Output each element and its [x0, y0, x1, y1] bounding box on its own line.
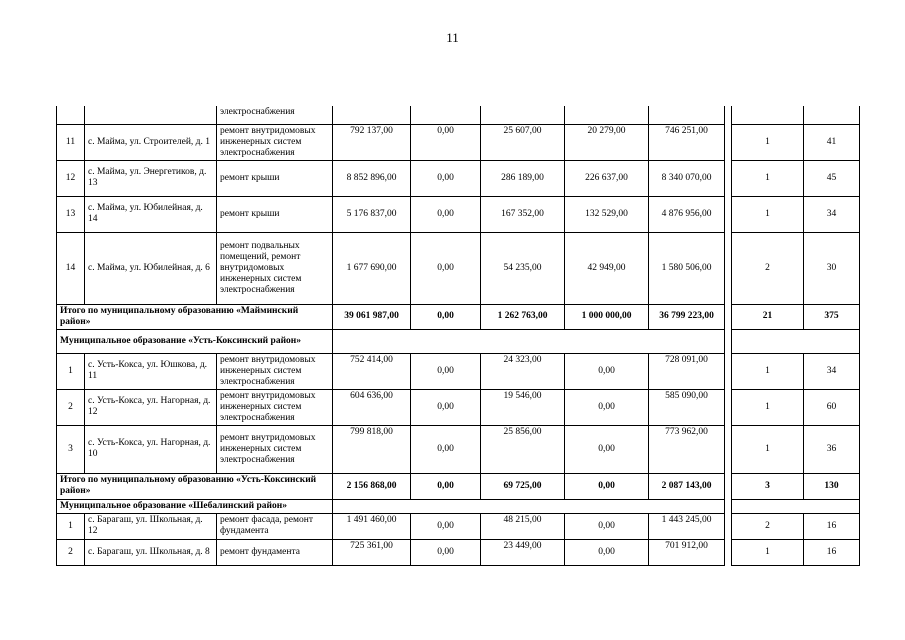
- row-floors: 1: [732, 124, 804, 160]
- total-row: [57, 473, 860, 499]
- row-flats: 34: [804, 353, 860, 389]
- table-row: [57, 389, 860, 425]
- row-owners: 585 090,00: [649, 389, 725, 425]
- row-address: с. Усть-Кокса, ул. Юшкова, д. 11: [85, 353, 217, 389]
- row-work: ремонт внутридомовых инженерных систем электроснабжения: [217, 353, 333, 389]
- table-row: [57, 196, 860, 232]
- table-row: [57, 124, 860, 160]
- row-address: с. Майма, ул. Юбилейная, д. 6: [85, 232, 217, 304]
- row-total: 725 361,00: [333, 539, 411, 565]
- row-fund: 0,00: [411, 232, 481, 304]
- row-fund: 0,00: [411, 353, 481, 389]
- total-local: 1 000 000,00: [565, 304, 649, 329]
- section-title: Муниципальное образование «Шебалинский район»: [57, 499, 333, 513]
- row-total: 604 636,00: [333, 389, 411, 425]
- section-title: Муниципальное образование «Усть-Коксинский район»: [57, 329, 333, 353]
- total-local: 0,00: [565, 473, 649, 499]
- row-fund: 0,00: [411, 513, 481, 539]
- row-local: 226 637,00: [565, 160, 649, 196]
- page-number: 11: [446, 30, 459, 45]
- row-region: 167 352,00: [481, 196, 565, 232]
- row-work: ремонт подвальных помещений, ремонт внутридомовых инженерных систем электроснабжения: [217, 232, 333, 304]
- row-address: с. Усть-Кокса, ул. Нагорная, д. 10: [85, 425, 217, 473]
- table-row: [57, 513, 860, 539]
- row-region: 24 323,00: [481, 353, 565, 389]
- row-owners: 701 912,00: [649, 539, 725, 565]
- continuation-row: [57, 106, 860, 124]
- row-region: 25 856,00: [481, 425, 565, 473]
- total-owners: 2 087 143,00: [649, 473, 725, 499]
- total-label: Итого по муниципальному образованию «Майминский район»: [57, 304, 333, 329]
- section-row: [57, 499, 860, 513]
- row-flats: 30: [804, 232, 860, 304]
- row-flats: 41: [804, 124, 860, 160]
- table-row: [57, 539, 860, 565]
- row-address: с. Майма, ул. Энергетиков, д. 13: [85, 160, 217, 196]
- row-region: 25 607,00: [481, 124, 565, 160]
- table-row: [57, 232, 860, 304]
- total-sum: 39 061 987,00: [333, 304, 411, 329]
- row-owners: 773 962,00: [649, 425, 725, 473]
- section-row: [57, 329, 860, 353]
- total-region: 69 725,00: [481, 473, 565, 499]
- row-owners: 728 091,00: [649, 353, 725, 389]
- row-work: ремонт внутридомовых инженерных систем электроснабжения: [217, 425, 333, 473]
- row-local: 132 529,00: [565, 196, 649, 232]
- row-local: 0,00: [565, 513, 649, 539]
- row-floors: 1: [732, 425, 804, 473]
- row-owners: 1 580 506,00: [649, 232, 725, 304]
- table-row: [57, 353, 860, 389]
- row-owners: 1 443 245,00: [649, 513, 725, 539]
- row-local: 42 949,00: [565, 232, 649, 304]
- row-fund: 0,00: [411, 160, 481, 196]
- total-fund: 0,00: [411, 304, 481, 329]
- row-fund: 0,00: [411, 539, 481, 565]
- row-total: 8 852 896,00: [333, 160, 411, 196]
- row-work: ремонт фасада, ремонт фундамента: [217, 513, 333, 539]
- row-floors: 1: [732, 353, 804, 389]
- row-address: с. Барагаш, ул. Школьная, д. 8: [85, 539, 217, 565]
- row-local: 20 279,00: [565, 124, 649, 160]
- row-fund: 0,00: [411, 124, 481, 160]
- row-flats: 16: [804, 513, 860, 539]
- row-total: 799 818,00: [333, 425, 411, 473]
- row-total: 1 677 690,00: [333, 232, 411, 304]
- row-region: 286 189,00: [481, 160, 565, 196]
- row-work: ремонт крыши: [217, 196, 333, 232]
- row-total: 1 491 460,00: [333, 513, 411, 539]
- row-flats: 60: [804, 389, 860, 425]
- total-row: [57, 304, 860, 329]
- total-region: 1 262 763,00: [481, 304, 565, 329]
- row-number: 2: [57, 539, 85, 565]
- row-address: с. Майма, ул. Юбилейная, д. 14: [85, 196, 217, 232]
- row-local: 0,00: [565, 389, 649, 425]
- row-flats: 45: [804, 160, 860, 196]
- row-number: 3: [57, 425, 85, 473]
- row-local: 0,00: [565, 425, 649, 473]
- row-number: 2: [57, 389, 85, 425]
- total-floors: 21: [732, 304, 804, 329]
- row-fund: 0,00: [411, 389, 481, 425]
- row-number: 13: [57, 196, 85, 232]
- table-row: [57, 425, 860, 473]
- row-address: с. Барагаш, ул. Школьная, д. 12: [85, 513, 217, 539]
- total-label: Итого по муниципальному образованию «Усть-Коксинский район»: [57, 473, 333, 499]
- row-flats: 36: [804, 425, 860, 473]
- row-floors: 1: [732, 160, 804, 196]
- row-work: ремонт крыши: [217, 160, 333, 196]
- row-region: 23 449,00: [481, 539, 565, 565]
- row-floors: 1: [732, 389, 804, 425]
- row-floors: 1: [732, 539, 804, 565]
- row-local: 0,00: [565, 539, 649, 565]
- row-local: 0,00: [565, 353, 649, 389]
- row-address: с. Усть-Кокса, ул. Нагорная, д. 12: [85, 389, 217, 425]
- row-number: 1: [57, 353, 85, 389]
- row-total: 5 176 837,00: [333, 196, 411, 232]
- row-owners: 746 251,00: [649, 124, 725, 160]
- row-work: ремонт внутридомовых инженерных систем электроснабжения: [217, 389, 333, 425]
- total-sum: 2 156 868,00: [333, 473, 411, 499]
- row-fund: 0,00: [411, 196, 481, 232]
- row-number: 14: [57, 232, 85, 304]
- total-floors: 3: [732, 473, 804, 499]
- total-flats: 375: [804, 304, 860, 329]
- row-region: 19 546,00: [481, 389, 565, 425]
- table-row: [57, 160, 860, 196]
- row-floors: 2: [732, 232, 804, 304]
- row-number: 11: [57, 124, 85, 160]
- row-number: 12: [57, 160, 85, 196]
- row-region: 48 215,00: [481, 513, 565, 539]
- row-address: с. Майма, ул. Строителей, д. 1: [85, 124, 217, 160]
- row-total: 752 414,00: [333, 353, 411, 389]
- row-number: 1: [57, 513, 85, 539]
- total-fund: 0,00: [411, 473, 481, 499]
- row-owners: 4 876 956,00: [649, 196, 725, 232]
- row-flats: 16: [804, 539, 860, 565]
- continuation-text: электроснабжения: [217, 106, 333, 124]
- total-owners: 36 799 223,00: [649, 304, 725, 329]
- row-total: 792 137,00: [333, 124, 411, 160]
- total-flats: 130: [804, 473, 860, 499]
- row-floors: 1: [732, 196, 804, 232]
- row-work: ремонт внутридомовых инженерных систем электроснабжения: [217, 124, 333, 160]
- row-owners: 8 340 070,00: [649, 160, 725, 196]
- row-fund: 0,00: [411, 425, 481, 473]
- row-floors: 2: [732, 513, 804, 539]
- row-region: 54 235,00: [481, 232, 565, 304]
- row-work: ремонт фундамента: [217, 539, 333, 565]
- capital-repair-table: [56, 106, 860, 566]
- row-flats: 34: [804, 196, 860, 232]
